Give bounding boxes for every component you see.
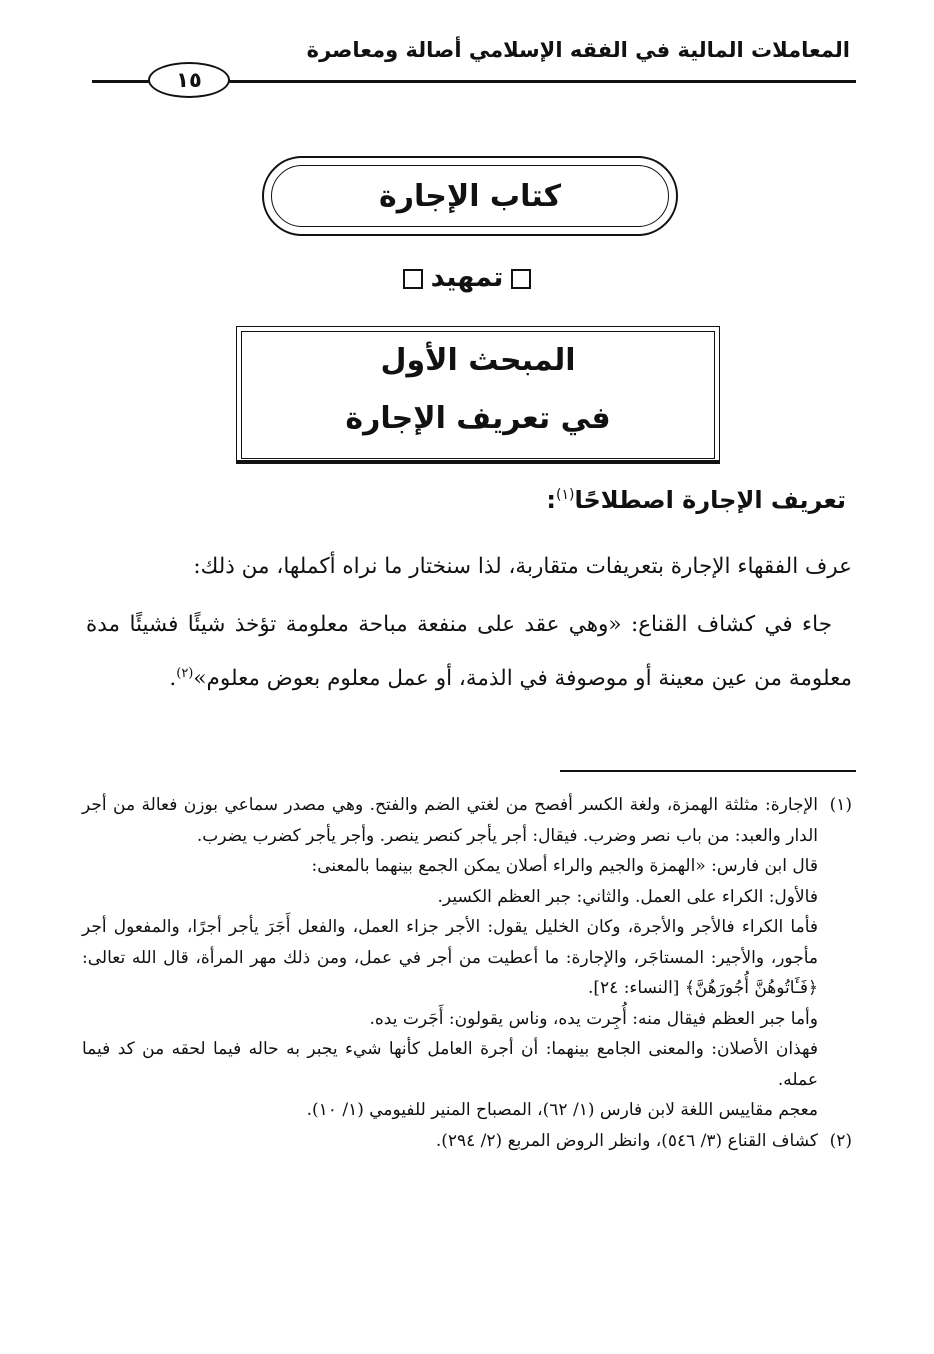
footnote-line: كشاف القناع (٣/ ٥٤٦)، وانظر الروض المربع (٢/ ٢٩٤). — [435, 1130, 818, 1151]
page-number: ١٥ — [148, 62, 230, 98]
running-header: المعاملات المالية في الفقه الإسلامي أصالة ومعاصرة — [306, 38, 850, 62]
section-heading-text: تعريف الإجارة اصطلاحًا — [574, 486, 846, 514]
chapter-bottom-rule — [236, 460, 720, 463]
footnote-line: معجم مقاييس اللغة لابن فارس (١/ ٦٢)، المصباح المنير للفيومي (١/ ١٠). — [306, 1100, 818, 1120]
paragraph-intro: عرف الفقهاء الإجارة بتعريفات متقاربة، لذا سنختار ما نراه أكملها، من ذلك: — [193, 554, 852, 579]
paragraph-definition-text: جاء في كشاف القناع: «وهي عقد على منفعة مباحة معلومة تؤخذ شيئًا فشيئًا مدة معلومة من عين معينة أو موصوفة في الذمة، أو عمل معلوم بعوض معلوم» — [86, 612, 852, 691]
book-title-frame — [262, 156, 678, 236]
footnote-1 — [82, 790, 852, 1126]
footnote-line: فالأول: الكراء على العمل. والثاني: جبر العظم الكسير. — [437, 886, 818, 907]
footnote-line: قال ابن فارس: «الهمزة والجيم والراء أصلان يمكن الجمع بينهما بالمعنى: — [311, 856, 818, 876]
chapter-title: المبحث الأول — [380, 343, 576, 378]
preface-heading — [0, 262, 934, 293]
book-title: كتاب الإجارة — [271, 165, 669, 227]
footnote-body — [82, 1126, 818, 1157]
footnote-line: فهذان الأصلان: والمعنى الجامع بينهما: أن أجرة العامل كأنها شيء يجبر به حاله فيما لحقه من كد فيما عمله. — [82, 1039, 818, 1090]
chapter-subtitle: في تعريف الإجارة — [345, 401, 611, 436]
footnote-line: فأما الكراء فالأجر والأجرة، وكان الخليل يقول: الأجر جزاء العمل، والفعل أَجَرَ يأجر أجرًا، والمفعول أجر مأجور، والأجير: المستاجَر، والإجارة: ما أعطيت من أجر في عمل، ومن ذلك مهر المرأة، قال الله تعالى: ﴿فَـَٔاتُوهُنَّ أُجُورَهُنَّ﴾ [النساء: ٢٤]. — [82, 917, 818, 998]
footnote-ref-2: (٢) — [176, 665, 194, 681]
footnote-line: وأما جبر العظم فيقال منه: أُجِرت يده، وناس يقولون: أَجَرت يده. — [369, 1008, 818, 1029]
footnote-number: (١) — [829, 795, 852, 815]
paragraph-end: . — [169, 666, 177, 691]
checkbox-icon — [403, 269, 423, 289]
section-heading-colon: : — [546, 486, 557, 514]
footnote-separator — [560, 770, 856, 772]
checkbox-icon — [511, 269, 531, 289]
paragraph-definition — [86, 598, 852, 706]
preface-label: تمهيد — [430, 262, 504, 293]
footnote-number: (٢) — [829, 1130, 852, 1151]
section-heading — [546, 486, 846, 514]
footnote-body — [82, 790, 818, 1126]
footnote-2 — [82, 1126, 852, 1157]
footnote-line: الإجارة: مثلثة الهمزة، ولغة الكسر أفصح من لغتي الضم والفتح. وهي مصدر سماعي بوزن فعالة من أجر الدار والعبد: من باب نصر وضرب. فيقال: أجر يأجر كنصر ينصر. وأجر يأجر كضرب يضرب. — [82, 795, 818, 846]
chapter-box — [236, 326, 720, 464]
footnotes — [82, 790, 852, 1156]
footnote-ref-1: (١) — [556, 487, 575, 503]
